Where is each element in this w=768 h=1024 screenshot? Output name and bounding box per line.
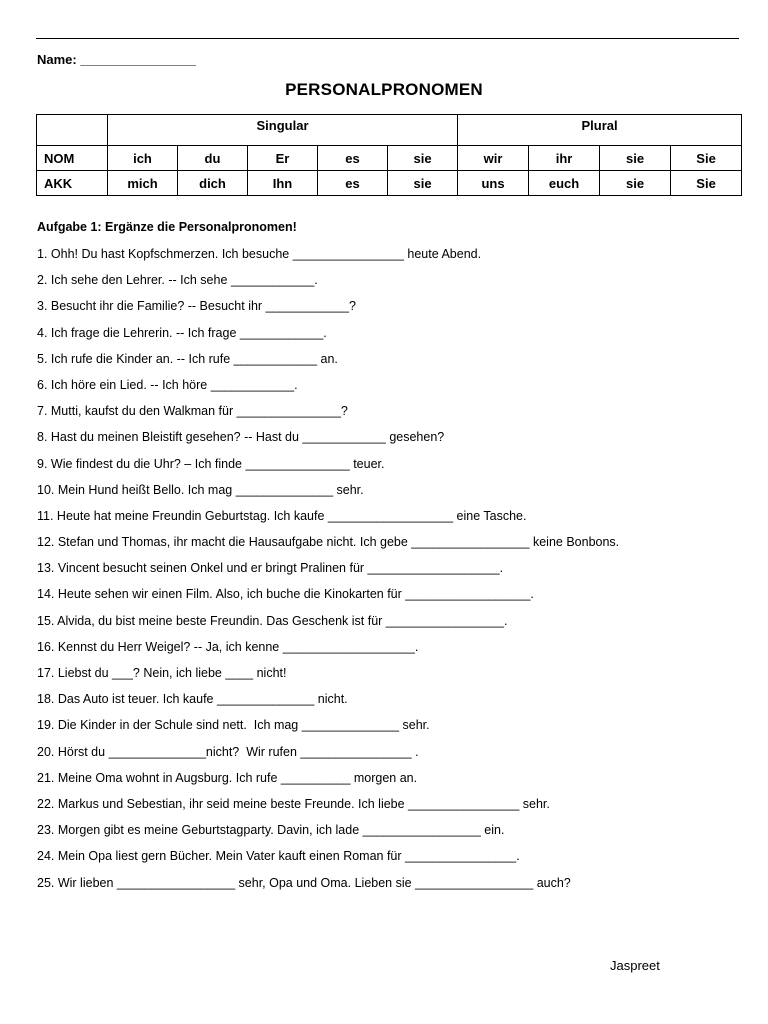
name-field-label: Name: ________________	[37, 52, 197, 67]
table-cell: uns	[458, 171, 529, 196]
exercise-item: 9. Wie findest du die Uhr? – Ich finde _______________ teuer.	[37, 456, 385, 471]
top-divider-line	[36, 38, 739, 39]
exercise-item: 20. Hörst du ______________nicht? Wir rufen ________________ .	[37, 744, 419, 759]
table-cell: mich	[108, 171, 178, 196]
exercise-list	[37, 245, 619, 900]
exercise-item: 7. Mutti, kaufst du den Walkman für _______________?	[37, 404, 348, 419]
table-cell: ich	[108, 146, 178, 171]
exercise-item: 19. Die Kinder in der Schule sind nett. Ich mag ______________ sehr.	[37, 718, 430, 733]
table-cell: euch	[529, 171, 600, 196]
exercise-item: 5. Ich rufe die Kinder an. -- Ich rufe ____________ an.	[37, 351, 338, 366]
table-cell: es	[318, 171, 388, 196]
table-cell: wir	[458, 146, 529, 171]
table-cell: es	[318, 146, 388, 171]
exercise-item: 12. Stefan und Thomas, ihr macht die Hausaufgabe nicht. Ich gebe _________________ keine Bonbons.	[37, 535, 620, 550]
table-corner-cell	[37, 115, 108, 146]
page-title: PERSONALPRONOMEN	[285, 80, 483, 99]
exercise-item: 22. Markus und Sebestian, ihr seid meine beste Freunde. Ich liebe ________________ sehr.	[37, 796, 550, 811]
table-row-nom	[37, 146, 742, 171]
exercise-item: 25. Wir lieben _________________ sehr, Opa und Oma. Lieben sie _________________ auch?	[37, 875, 571, 890]
table-cell: du	[178, 146, 248, 171]
singular-header: Singular	[108, 115, 458, 146]
table-cell: dich	[178, 171, 248, 196]
exercise-item: 6. Ich höre ein Lied. -- Ich höre ____________.	[37, 377, 298, 392]
table-cell: ihr	[529, 146, 600, 171]
exercise-item: 18. Das Auto ist teuer. Ich kaufe ______________ nicht.	[37, 692, 348, 707]
exercise-item: 21. Meine Oma wohnt in Augsburg. Ich rufe __________ morgen an.	[37, 770, 418, 785]
table-cell: Sie	[671, 171, 742, 196]
row-label: NOM	[37, 146, 108, 171]
exercise-item: 16. Kennst du Herr Weigel? -- Ja, ich kenne ___________________.	[37, 639, 419, 654]
exercise-item: 13. Vincent besucht seinen Onkel und er bringt Pralinen für ___________________.	[37, 561, 504, 576]
exercise-item: 10. Mein Hund heißt Bello. Ich mag ______________ sehr.	[37, 482, 364, 497]
task-heading: Aufgabe 1: Ergänze die Personalpronomen!	[37, 220, 297, 234]
exercise-item: 1. Ohh! Du hast Kopfschmerzen. Ich besuche ________________ heute Abend.	[37, 247, 482, 261]
table-cell: sie	[600, 146, 671, 171]
table-cell: Ihn	[248, 171, 318, 196]
table-cell: Sie	[671, 146, 742, 171]
author-name: Jaspreet	[610, 958, 660, 973]
table-cell: sie	[600, 171, 671, 196]
plural-header: Plural	[458, 115, 742, 146]
table-header-row	[37, 115, 742, 146]
exercise-item: 4. Ich frage die Lehrerin. -- Ich frage ____________.	[37, 325, 327, 340]
exercise-item: 3. Besucht ihr die Familie? -- Besucht ihr ____________?	[37, 299, 356, 314]
exercise-item: 23. Morgen gibt es meine Geburtstagparty. Davin, ich lade _________________ ein.	[37, 823, 505, 838]
exercise-item: 8. Hast du meinen Bleistift gesehen? -- Hast du ____________ gesehen?	[37, 430, 445, 445]
pronoun-table	[36, 114, 742, 196]
table-cell: sie	[388, 146, 458, 171]
exercise-item: 15. Alvida, du bist meine beste Freundin. Das Geschenk ist für _________________.	[37, 613, 508, 628]
row-label: AKK	[37, 171, 108, 196]
exercise-item: 24. Mein Opa liest gern Bücher. Mein Vater kauft einen Roman für ________________.	[37, 849, 520, 864]
table-cell: sie	[388, 171, 458, 196]
exercise-item: 11. Heute hat meine Freundin Geburtstag. Ich kaufe __________________ eine Tasche.	[37, 508, 527, 523]
table-cell: Er	[248, 146, 318, 171]
exercise-item: 2. Ich sehe den Lehrer. -- Ich sehe ____________.	[37, 273, 318, 288]
exercise-item: 14. Heute sehen wir einen Film. Also, ich buche die Kinokarten für __________________.	[37, 587, 534, 602]
table-row-akk	[37, 171, 742, 196]
exercise-item: 17. Liebst du ___? Nein, ich liebe ____ nicht!	[37, 666, 287, 680]
